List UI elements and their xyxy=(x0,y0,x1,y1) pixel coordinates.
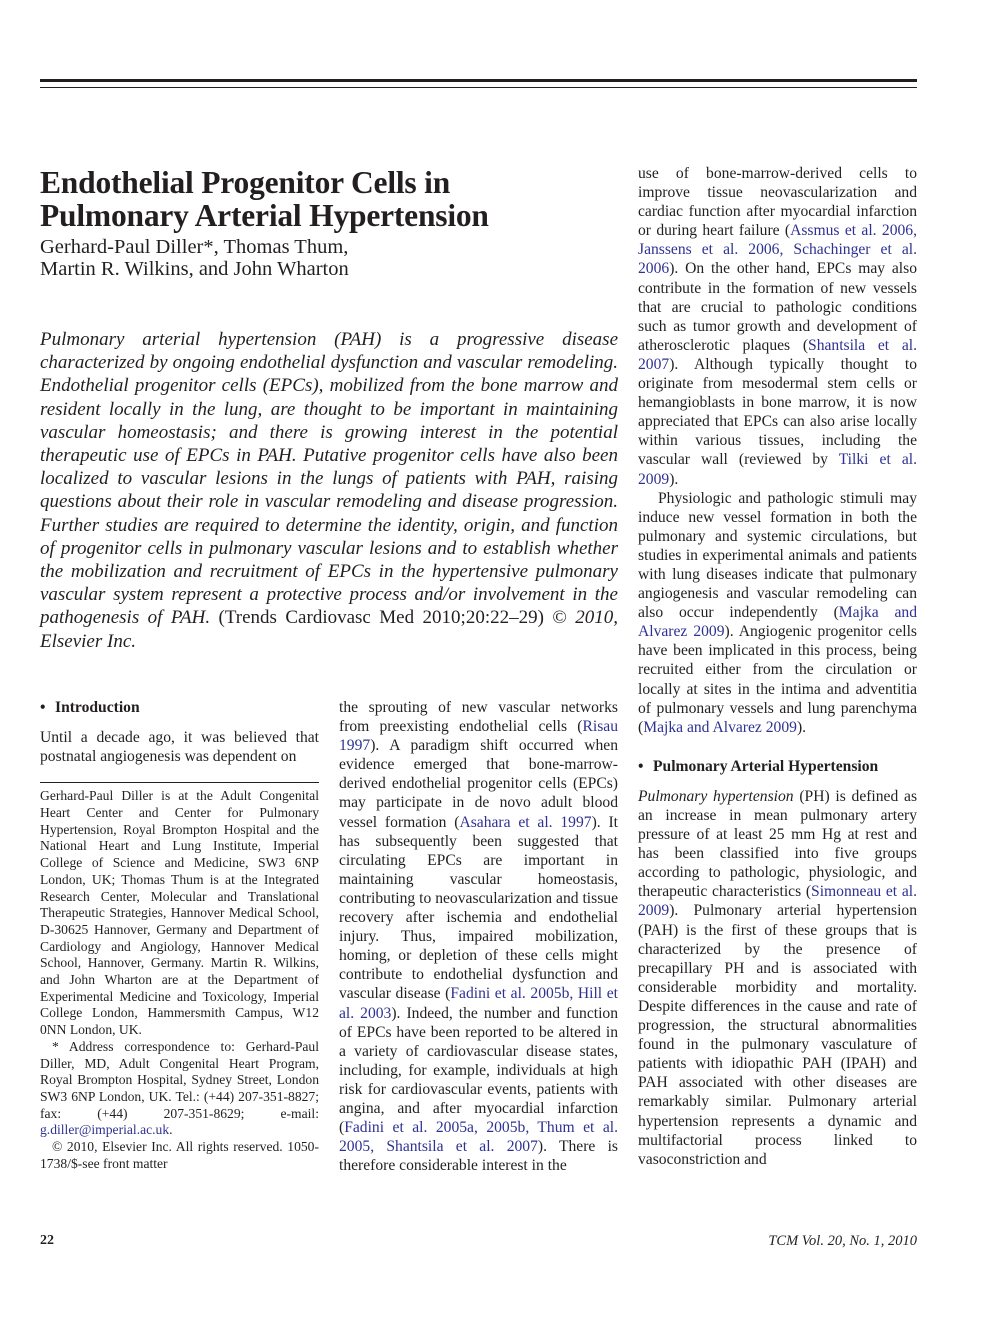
body-paragraph: use of bone-marrow-derived cells to improve tissue neovascularization and cardiac function after myocardial infarction or during heart failure (Assmus et al. 2006, Janssens et al. 2006, Schachinger et al. 2006). On the other hand, EPCs may also contribute in the formation of new vessels that are crucial to pathologic conditions such as tumor growth and development of atherosclerotic plaques (Shantsila et al. 2007). Although typically thought to originate from mesodermal stem cells or hemangioblasts in bone marrow, it is now appreciated that EPCs can also arise locally within various tissues, including the vascular wall (reviewed by Tilki et al. 2009). xyxy=(638,165,917,488)
abstract-text: Pulmonary arterial hypertension (PAH) is a progressive disease characterized by ongoing endothelial dysfunction and vascular remodeling. Endothelial progenitor cells (EPCs), mobilized from the bone marrow and resident locally in the lung, are thought to be important in maintaining vascular homeostasis; and there is growing interest in the potential therapeutic use of EPCs in PAH. Putative progenitor cells have also been localized to vascular lesions in the lungs of patients with PAH, raising questions about their role in vascular remodeling and disease progression. Further studies are required to determine the identity, origin, and function of progenitor cells in pulmonary vascular lesions and to establish whether the mobilization and recruitment of EPCs in the hypertensive pulmonary vascular system represent a protective process and/or involvement in the pathogenesis of PAH. xyxy=(40,329,618,629)
page-number: 22 xyxy=(40,1233,54,1248)
citation-link[interactable]: Shantsila et al. 2007 xyxy=(638,336,917,373)
body-paragraph: Physiologic and pathologic stimuli may induce new vessel formation in both the pulmonary and systemic circulations, but studies in experimental animals and patients with lung diseases indicate that pulmonary angiogenesis and vascular remodeling can also occur independently (Majka and Alvarez 2009). Angiogenic progenitor cells have been implicated in this process, being recruited either from the circulation or locally at sites in the intima and adventitia of pulmonary vessels and lung parenchyma (Majka and Alvarez 2009). xyxy=(638,489,918,736)
footnote-divider xyxy=(40,782,319,783)
abstract xyxy=(40,328,618,653)
citation-link[interactable]: Majka and Alvarez 2009 xyxy=(638,604,917,641)
email-link[interactable]: g.diller@imperial.ac.uk xyxy=(40,1122,170,1138)
section-heading-pah xyxy=(638,757,917,776)
journal-citation: TCM Vol. 20, No. 1, 2010 xyxy=(768,1233,917,1249)
citation-link[interactable]: Tilki et al. 2009 xyxy=(638,451,917,488)
affiliation-footnote: Gerhard-Paul Diller is at the Adult Congenital Heart Center and Center for Pulmonary Hypertension, Royal Brompton Hospital and the National Heart and Lung Institute, Imperial College of Science and Medicine, SW3 6NP London, UK; Thomas Thum is at the Integrated Research Center, Molecular and Translational Therapeutic Strategies, Hannover Medical School, D-30625 Hannover, Germany and Department of Cardiology and Angiology, Hannover Medical School, Hannover, Germany. Martin R. Wilkins, and John Wharton are at the Department of Experimental Medicine and Toxicology, Imperial College London, Hammersmith Campus, W12 0NN London, UK. xyxy=(40,788,319,1038)
footnotes xyxy=(40,788,319,1172)
abstract-copyright: 2010, Elsevier Inc. xyxy=(40,607,618,652)
body-paragraph: Until a decade ago, it was believed that postnatal angiogenesis was dependent on xyxy=(40,729,319,766)
author-line-1: Gerhard-Paul Diller*, Thomas Thum, xyxy=(40,236,349,258)
citation-link[interactable]: Majka and Alvarez 2009 xyxy=(643,718,797,736)
section-heading-introduction xyxy=(40,698,319,717)
column-3 xyxy=(638,164,917,1169)
citation-link[interactable]: Assmus et al. 2006, Janssens et al. 2006, Schachinger et al. 2006 xyxy=(638,222,917,278)
column-2 xyxy=(339,698,618,1175)
author-line-2: Martin R. Wilkins, and John Wharton xyxy=(40,257,349,280)
citation-link[interactable]: Fadini et al. 2005a, 2005b, Thum et al. 2005, Shantsila et al. 2007 xyxy=(339,1119,618,1156)
column-1 xyxy=(40,698,319,1172)
body-paragraph: Pulmonary hypertension (PH) is defined as an increase in mean pulmonary artery pressure of at least 25 mm Hg at rest and has been classified into five groups according to pathologic, physiologic, and therapeutic characteristics (Simonneau et al. 2009). Pulmonary arterial hypertension (PAH) is the first of these groups that is characterized by the presence of precapillary PH and is associated with considerable morbidity and mortality. Despite differences in the cause and rate of progression, the structural abnormalities found in the pulmonary vasculature of patients with idiopathic PAH (IPAH) and PAH associated with other diseases are remarkably similar. Pulmonary arterial hypertension represents a dynamic and multifactorial process linked to vasoconstriction and xyxy=(638,787,918,1168)
citation-link[interactable]: Fadini et al. 2005b, Hill et al. 2003 xyxy=(339,985,618,1022)
abstract-citation: (Trends Cardiovasc Med 2010;20:22–29) © xyxy=(210,607,576,629)
section-heading-text: Introduction xyxy=(55,699,140,716)
body-paragraph: the sprouting of new vascular networks from preexisting endothelial cells (Risau 1997). A paradigm shift occurred when evidence emerged that bone-marrow-derived endothelial progenitor cells (EPCs) may participate in de novo adult blood vessel formation (Asahara et al. 1997). It has subsequently been suggested that circulating EPCs are important in maintaining vascular homeostasis, contributing to neovascularization and tissue recovery after ischemia and endothelial injury. Thus, impaired mobilization, homing, or depletion of these cells might contribute to endothelial dysfunction and vascular disease (Fadini et al. 2005b, Hill et al. 2003). Indeed, the number and function of EPCs have been reported to be altered in a variety of cardiovascular disease states, including, for example, individuals at high risk for cardiovascular events, patients with angina, and after myocardial infarction (Fadini et al. 2005a, 2005b, Thum et al. 2005, Shantsila et al. 2007). There is therefore considerable interest in the xyxy=(339,699,619,1175)
header-rule-thin xyxy=(40,87,917,88)
article-title: Endothelial Progenitor Cells in Pulmonary Arterial Hypertension xyxy=(40,165,489,233)
citation-link[interactable]: Asahara et al. 1997 xyxy=(459,813,592,831)
bullet-icon: • xyxy=(40,699,46,716)
section-heading-text: Pulmonary Arterial Hypertension xyxy=(653,757,879,775)
correspondence-footnote: * Address correspondence to: Gerhard-Paul Diller, MD, Adult Congenital Heart Program, Royal Brompton Hospital, Sydney Street, London SW3 6NP London, UK. Tel.: (+44) 207-351-8827; fax: (+44) 207-351-8629; e-mail: g.diller@imperial.ac.uk. xyxy=(40,1038,319,1138)
defined-term: Pulmonary hypertension xyxy=(638,787,794,805)
author-list xyxy=(40,237,600,280)
copyright-footnote: © 2010, Elsevier Inc. All rights reserved. 1050-1738/$-see front matter xyxy=(40,1139,319,1171)
citation-link[interactable]: Simonneau et al. 2009 xyxy=(638,883,917,920)
bullet-icon: • xyxy=(638,757,644,775)
header-rule-thick xyxy=(40,79,917,82)
citation-link[interactable]: Risau 1997 xyxy=(339,718,618,755)
